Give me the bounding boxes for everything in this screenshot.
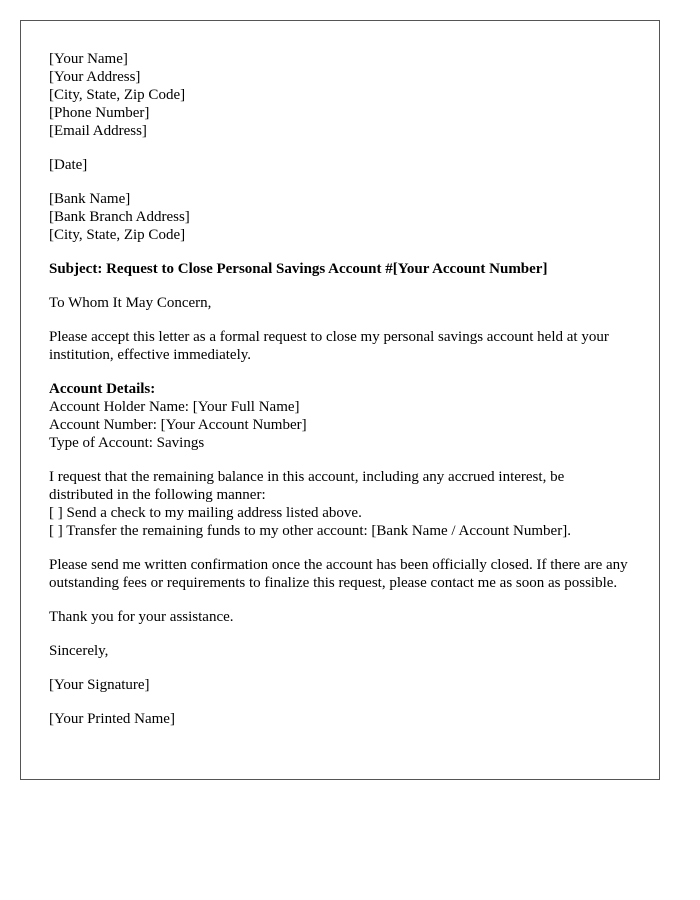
thanks-block: [49, 608, 631, 626]
closing-block: [49, 642, 631, 660]
distribution-block: [49, 468, 631, 540]
sender-name: [Your Name]: [49, 51, 128, 67]
account-type: Type of Account: Savings: [49, 435, 205, 451]
letter-date: [Date]: [49, 157, 88, 173]
sender-city-state-zip: [City, State, Zip Code]: [49, 87, 186, 103]
date-block: [49, 156, 631, 174]
sender-block: [49, 50, 631, 140]
sender-phone: [Phone Number]: [49, 105, 150, 121]
distribution-intro-line-1: I request that the remaining balance in this account, including any accrued interest, be: [49, 469, 565, 485]
recipient-block: [49, 190, 631, 244]
account-details-block: [49, 380, 631, 452]
recipient-city-state-zip: [City, State, Zip Code]: [49, 227, 186, 243]
salutation: To Whom It May Concern,: [49, 295, 212, 311]
recipient-bank-name: [Bank Name]: [49, 191, 131, 207]
thanks-line: Thank you for your assistance.: [49, 609, 234, 625]
closing-line: Sincerely,: [49, 643, 109, 659]
distribution-intro-line-2: distributed in the following manner:: [49, 487, 266, 503]
account-details-heading: Account Details:: [49, 381, 156, 397]
signature-block: [49, 676, 631, 694]
option-send-check: [ ] Send a check to my mailing address listed above.: [49, 505, 362, 521]
account-holder-name: Account Holder Name: [Your Full Name]: [49, 399, 300, 415]
letter-page: [20, 20, 660, 780]
option-transfer-funds: [ ] Transfer the remaining funds to my other account: [Bank Name / Account Number].: [49, 523, 571, 539]
sender-address: [Your Address]: [49, 69, 141, 85]
subject-block: [49, 260, 631, 278]
confirmation-paragraph: Please send me written confirmation once the account has been officially closed. If there are any outstanding fees or requirements to finalize this request, please contact me as soon as possible.: [49, 557, 628, 591]
account-number: Account Number: [Your Account Number]: [49, 417, 307, 433]
subject-line: Subject: Request to Close Personal Savings Account #[Your Account Number]: [49, 261, 548, 277]
printed-name-block: [49, 710, 631, 728]
intro-paragraph: Please accept this letter as a formal request to close my personal savings account held at your institution, effective immediately.: [49, 329, 609, 363]
sender-email: [Email Address]: [49, 123, 147, 139]
signature-placeholder: [Your Signature]: [49, 677, 150, 693]
salutation-block: [49, 294, 631, 312]
recipient-branch-address: [Bank Branch Address]: [49, 209, 190, 225]
printed-name-placeholder: [Your Printed Name]: [49, 711, 175, 727]
